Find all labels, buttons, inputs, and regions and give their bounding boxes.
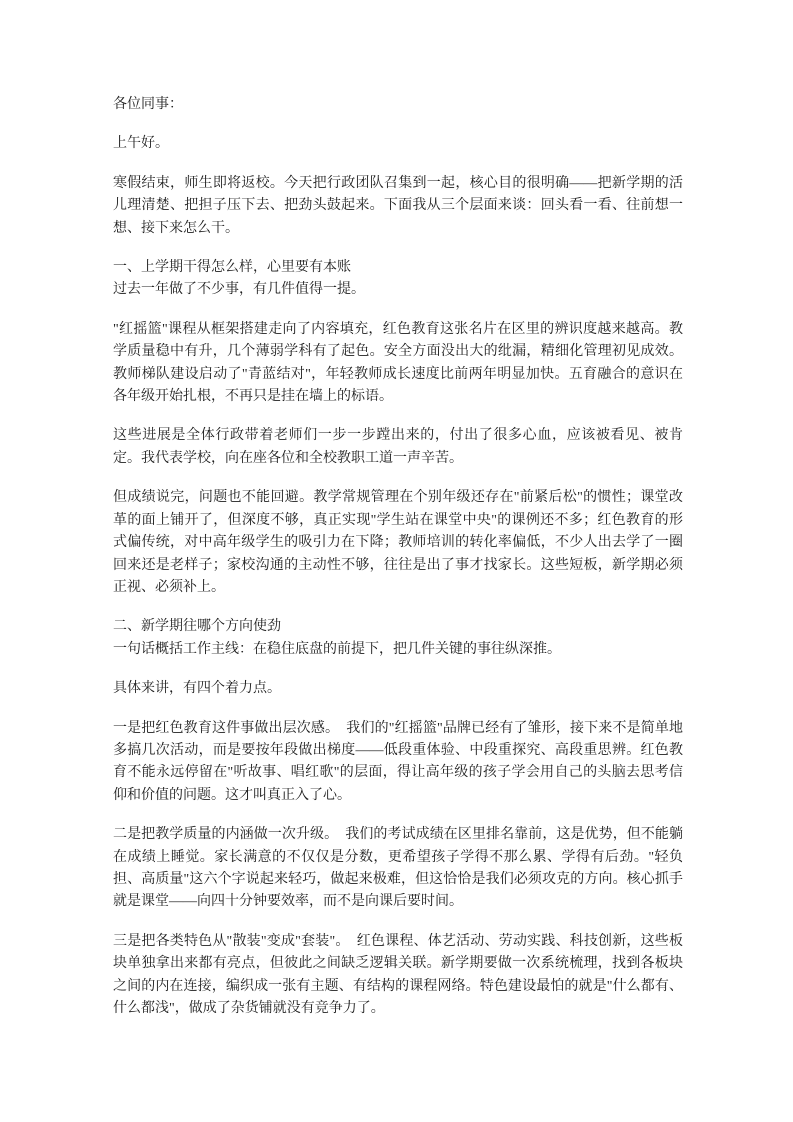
text-line: 具体来讲，有四个着力点。 xyxy=(113,681,281,697)
paragraph xyxy=(113,173,683,240)
paragraph xyxy=(113,133,683,155)
section-block xyxy=(113,257,683,302)
paragraph xyxy=(113,931,683,1021)
text-line: 这些进展是全体行政带着老师们一步一步蹚出来的，付出了很多心血，应该被看见、被肯定。我代表学校，向在座各位和全校教职工道一声辛苦。 xyxy=(113,428,683,466)
text-line: 三是把各类特色从"散装"变成"套装"。 红色课程、体艺活动、劳动实践、科技创新，这些板块单独拿出来都有亮点，但彼此之间缺乏逻辑关联。新学期要做一次系统梳理，找到各板块之间的内在连接，编织成一张有主题、有结构的课程网络。特色建设最怕的就是"什么都有、什么都浅"，做成了杂货铺就没有竞争力了。 xyxy=(113,933,683,1016)
text-line: 上午好。 xyxy=(113,136,169,152)
paragraph xyxy=(113,718,683,808)
text-line: 过去一年做了不少事，有几件值得一提。 xyxy=(113,282,365,298)
text-line: "红摇篮"课程从框架搭建走向了内容填充，红色教育这张名片在区里的辨识度越来越高。教学质量稳中有升，几个薄弱学科有了起色。安全方面没出大的纰漏，精细化管理初见成效。教师梯队建设启动了"青蓝结对"，年轻教师成长速度比前两年明显加快。五育融合的意识在各年级开始扎根，不再只是挂在墙上的标语。 xyxy=(113,321,683,405)
paragraph xyxy=(113,425,683,470)
text-line: 二、新学期往哪个方向使劲 xyxy=(113,619,281,635)
paragraph xyxy=(113,319,683,409)
document-body xyxy=(113,94,683,1037)
text-line: 各位同事： xyxy=(113,97,183,112)
text-line: 二是把教学质量的内涵做一次升级。 我们的考试成绩在区里排名靠前，这是优势，但不能躺在成绩上睡觉。家长满意的不仅仅是分数，更希望孩子学得不那么累、学得有后劲。"轻负担、高质量"这六个字说起来轻巧，做起来极难，但这恰恰是我们必须攻克的方向。核心抓手就是课堂——向四十分钟要效率，而不是向课后要时间。 xyxy=(113,827,683,910)
section-block xyxy=(113,616,683,661)
text-line: 一是把红色教育这件事做出层次感。 我们的"红摇篮"品牌已经有了雏形，接下来不是简单地多搞几次活动，而是要按年段做出梯度——低段重体验、中段重探究、高段重思辨。红色教育不能永远停留在"听故事、唱红歌"的层面，得让高年级的孩子学会用自己的头脑去思考信仰和价值的问题。这才叫真正入了心。 xyxy=(113,720,683,803)
paragraph xyxy=(113,824,683,914)
text-line: 但成绩说完，问题也不能回避。教学常规管理在个别年级还存在"前紧后松"的惯性；课堂改革的面上铺开了，但深度不够，真正实现"学生站在课堂中央"的课例还不多；红色教育的形式偏传统，对中高年级学生的吸引力在下降；教师培训的转化率偏低，不少人出去学了一圈回来还是老样子；家校沟通的主动性不够，往往是出了事才找家长。这些短板，新学期必须正视、必须补上。 xyxy=(113,490,683,595)
paragraph xyxy=(113,678,683,700)
text-line: 寒假结束，师生即将返校。今天把行政团队召集到一起，核心目的很明确——把新学期的活儿理清楚、把担子压下去、把劲头鼓起来。下面我从三个层面来谈：回头看一看、往前想一想、接下来怎么干。 xyxy=(113,175,683,236)
paragraph xyxy=(113,487,683,599)
text-line: 一句话概括工作主线：在稳住底盘的前提下，把几件关键的事往纵深推。 xyxy=(113,641,561,657)
text-line: 一、上学期干得怎么样，心里要有本账 xyxy=(113,260,351,276)
salutation xyxy=(113,94,683,116)
